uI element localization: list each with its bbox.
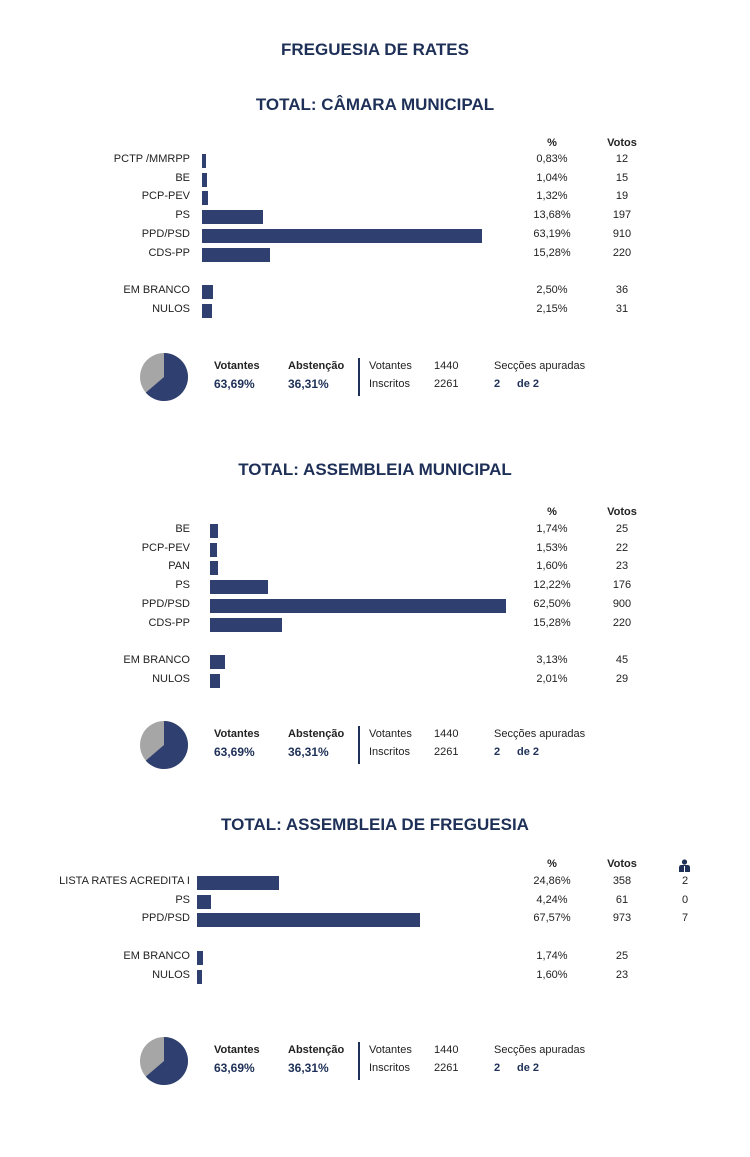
turnout-pie — [139, 1036, 189, 1086]
inscritos-count: 2261 — [434, 746, 459, 758]
bar — [202, 191, 208, 205]
row-label: PCP-PEV — [141, 190, 190, 203]
row-votes: 358 — [612, 875, 632, 887]
bar — [197, 876, 279, 890]
inscritos-label: Inscritos — [369, 746, 410, 758]
votantes-pct: 63,69% — [214, 745, 255, 759]
bar — [202, 229, 482, 243]
abstencao-label: Abstenção — [288, 360, 345, 372]
votantes-count: 1440 — [434, 1044, 459, 1056]
row-label: BE — [175, 523, 190, 535]
inscritos-count: 2261 — [434, 378, 459, 390]
row-pct: 0,83% — [536, 153, 568, 165]
row-label: EM BRANCO — [123, 283, 190, 296]
pct-header: % — [547, 137, 557, 149]
row-votes: 910 — [612, 227, 632, 240]
row-label: PPD/PSD — [141, 597, 190, 610]
bar — [210, 580, 268, 594]
section-title: TOTAL: ASSEMBLEIA DE FREGUESIA — [221, 815, 529, 834]
row-label: PS — [175, 893, 190, 906]
row-label: NULOS — [152, 302, 190, 315]
row-label: PPD/PSD — [141, 227, 190, 240]
row-votes: 12 — [615, 153, 629, 165]
row-pct: 1,04% — [536, 171, 568, 184]
row-label: PAN — [168, 560, 190, 573]
row-label: BE — [175, 171, 190, 184]
row-label: EM BRANCO — [123, 949, 190, 962]
row-pct: 1,32% — [536, 190, 568, 203]
bar — [197, 895, 211, 909]
bar — [202, 154, 206, 168]
row-votes: 31 — [615, 302, 629, 315]
page-title: FREGUESIA DE RATES — [281, 40, 469, 59]
row-votes: 29 — [615, 672, 629, 685]
bar — [202, 173, 207, 187]
section-title: TOTAL: ASSEMBLEIA MUNICIPAL — [238, 460, 512, 479]
seccoes-label: Secções apuradas — [494, 1044, 586, 1056]
bar — [210, 674, 220, 688]
row-votes: 61 — [615, 893, 629, 906]
seccoes-total: de 2 — [517, 746, 540, 758]
bar — [202, 248, 270, 262]
votantes-count-label: Votantes — [369, 360, 412, 372]
mandates-icon — [678, 859, 691, 872]
votes-header: Votos — [607, 506, 637, 518]
inscritos-label: Inscritos — [369, 378, 410, 390]
seccoes-done: 2 — [494, 378, 501, 390]
votantes-label: Votantes — [214, 728, 260, 740]
row-votes: 220 — [612, 246, 632, 259]
seccoes-done: 2 — [494, 746, 501, 758]
bar — [197, 951, 203, 965]
row-label: NULOS — [152, 968, 190, 981]
pct-header: % — [547, 858, 557, 870]
turnout-pie — [139, 352, 189, 402]
row-votes: 22 — [615, 541, 629, 554]
row-votes: 23 — [615, 560, 629, 573]
summary-divider — [358, 726, 360, 764]
row-pct: 67,57% — [533, 912, 571, 925]
row-pct: 3,13% — [536, 653, 568, 666]
abstencao-pct: 36,31% — [288, 377, 329, 391]
seccoes-total: de 2 — [517, 378, 540, 390]
row-pct: 62,50% — [533, 597, 571, 610]
votantes-pct: 63,69% — [214, 1061, 255, 1075]
abstencao-label: Abstenção — [288, 1044, 345, 1056]
row-pct: 63,19% — [533, 227, 571, 240]
bar — [210, 524, 218, 538]
bar — [210, 599, 506, 613]
row-votes: 973 — [612, 912, 632, 925]
row-pct: 1,74% — [536, 523, 568, 535]
pct-header: % — [547, 506, 557, 518]
row-pct: 2,15% — [536, 302, 568, 315]
row-votes: 25 — [615, 949, 629, 962]
abstencao-pct: 36,31% — [288, 745, 329, 759]
row-pct: 4,24% — [536, 893, 568, 906]
abstencao-pct: 36,31% — [288, 1061, 329, 1075]
seccoes-done: 2 — [494, 1062, 501, 1074]
row-pct: 15,28% — [533, 246, 571, 259]
bar — [202, 304, 212, 318]
row-label: CDS-PP — [148, 246, 190, 259]
row-label: PPD/PSD — [141, 912, 190, 925]
row-pct: 1,53% — [536, 541, 568, 554]
row-votes: 197 — [612, 209, 632, 222]
votantes-count-label: Votantes — [369, 1044, 412, 1056]
bar — [202, 210, 263, 224]
row-votes: 36 — [615, 283, 629, 296]
row-votes: 23 — [615, 968, 629, 981]
row-label: PCTP /MMRPP — [113, 153, 190, 165]
bar — [210, 618, 282, 632]
row-seats: 0 — [681, 893, 689, 906]
row-pct: 13,68% — [533, 209, 571, 222]
votantes-label: Votantes — [214, 360, 260, 372]
row-votes: 900 — [612, 597, 632, 610]
row-label: PS — [175, 209, 190, 222]
row-label: CDS-PP — [148, 616, 190, 629]
row-seats: 2 — [681, 875, 689, 887]
seccoes-total: de 2 — [517, 1062, 540, 1074]
summary-divider — [358, 358, 360, 396]
row-label: EM BRANCO — [123, 653, 190, 666]
votantes-count: 1440 — [434, 728, 459, 740]
section-title: TOTAL: CÂMARA MUNICIPAL — [255, 95, 495, 114]
row-votes: 19 — [615, 190, 629, 203]
row-label: LISTA RATES ACREDITA I — [59, 875, 190, 887]
bar — [210, 543, 217, 557]
row-pct: 12,22% — [533, 579, 571, 592]
row-label: PS — [175, 579, 190, 592]
row-label: PCP-PEV — [141, 541, 190, 554]
bar — [197, 970, 202, 984]
votantes-count: 1440 — [434, 360, 459, 372]
row-votes: 45 — [615, 653, 629, 666]
votes-header: Votos — [607, 137, 637, 149]
bar — [197, 913, 420, 927]
abstencao-label: Abstenção — [288, 728, 345, 740]
seccoes-label: Secções apuradas — [494, 728, 586, 740]
row-pct: 1,74% — [536, 949, 568, 962]
votes-header: Votos — [607, 858, 637, 870]
row-pct: 2,01% — [536, 672, 568, 685]
votantes-pct: 63,69% — [214, 377, 255, 391]
inscritos-label: Inscritos — [369, 1062, 410, 1074]
row-pct: 2,50% — [536, 283, 568, 296]
row-pct: 24,86% — [533, 875, 571, 887]
bar — [202, 285, 213, 299]
votantes-count-label: Votantes — [369, 728, 412, 740]
row-pct: 15,28% — [533, 616, 571, 629]
row-votes: 220 — [612, 616, 632, 629]
turnout-pie — [139, 720, 189, 770]
row-label: NULOS — [152, 672, 190, 685]
seccoes-label: Secções apuradas — [494, 360, 586, 372]
bar — [210, 655, 225, 669]
votantes-label: Votantes — [214, 1044, 260, 1056]
row-votes: 25 — [615, 523, 629, 535]
row-pct: 1,60% — [536, 968, 568, 981]
row-votes: 15 — [615, 171, 629, 184]
inscritos-count: 2261 — [434, 1062, 459, 1074]
row-pct: 1,60% — [536, 560, 568, 573]
row-votes: 176 — [612, 579, 632, 592]
summary-divider — [358, 1042, 360, 1080]
bar — [210, 561, 218, 575]
row-seats: 7 — [681, 912, 689, 925]
